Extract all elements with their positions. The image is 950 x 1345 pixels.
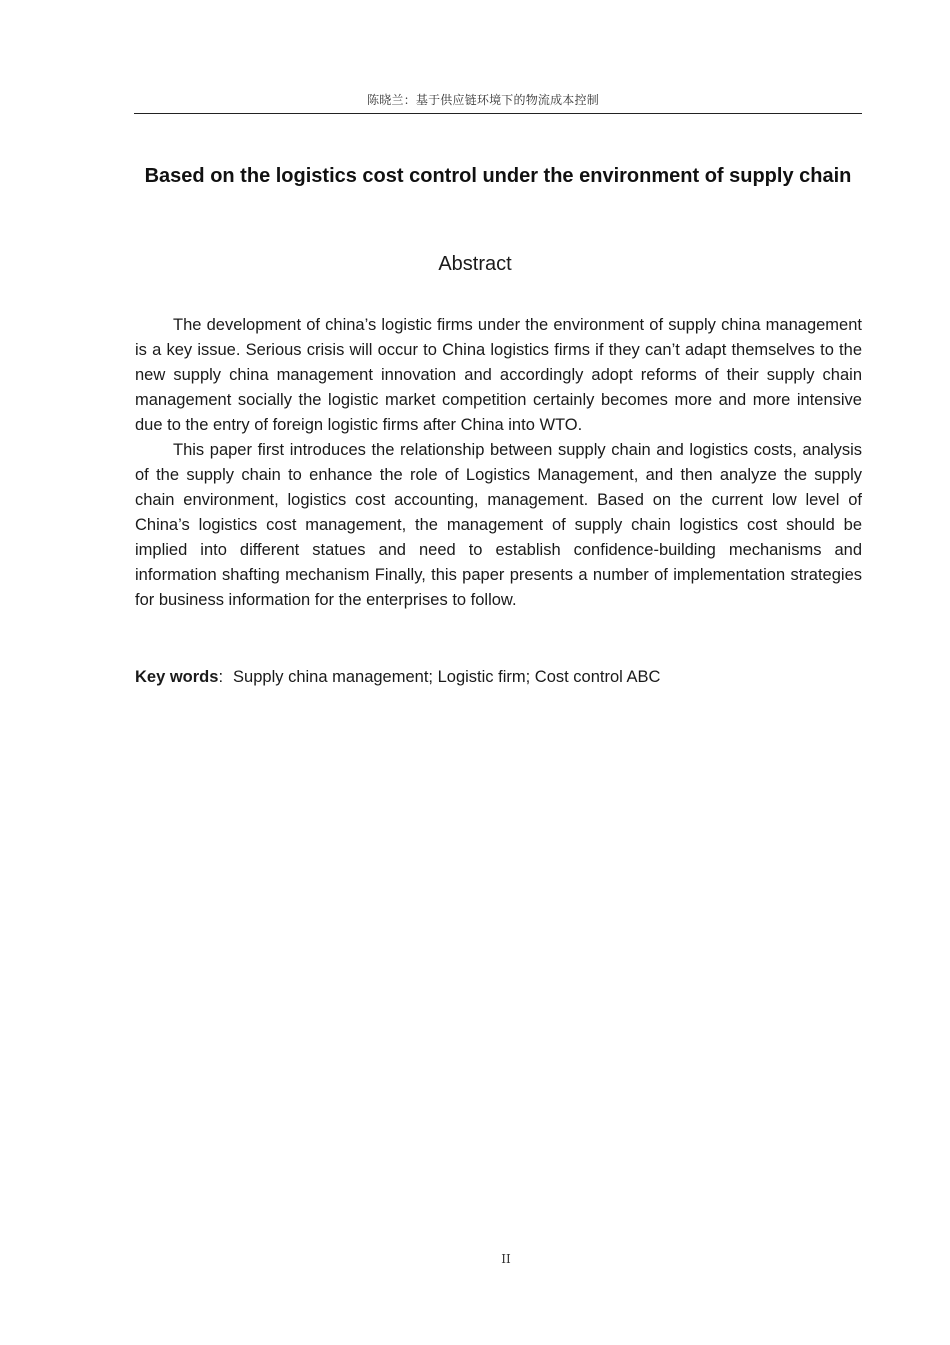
- header-rule: [134, 113, 862, 114]
- keywords-text: Supply china management; Logistic firm; Cost control ABC: [233, 668, 661, 686]
- paper-title: Based on the logistics cost control under the environment of supply chain: [144, 165, 852, 187]
- keywords-line: [135, 665, 862, 690]
- abstract-heading: Abstract: [438, 253, 512, 275]
- abstract-body: [135, 313, 862, 613]
- keywords-label: Key words: [135, 668, 219, 686]
- abstract-paragraph-1: The development of china’s logistic firms under the environment of supply china management is a key issue. Serious crisis will occur to China logistics firms if they can’t adapt themselves to the new supply china management innovation and accordingly adopt reforms of their supply chain management socially the logistic market competition certainly becomes more and more intensive due to the entry of foreign logistic firms after China into WTO.: [135, 316, 862, 434]
- abstract-paragraph-2: This paper first introduces the relationship between supply chain and logistics costs, analysis of the supply chain to enhance the role of Logistics Management, and then analyze the supply chain environment, logistics cost accounting, management. Based on the current low level of China’s logistics cost management, the management of supply chain logistics cost should be implied into different statues and need to establish confidence-building mechanisms and information shafting mechanism Finally, this paper presents a number of implementation strategies for business information for the enterprises to follow.: [135, 441, 862, 609]
- running-header: 陈晓兰：基于供应链环境下的物流成本控制: [367, 93, 599, 107]
- page-number: II: [501, 1252, 511, 1266]
- keywords-separator: :: [218, 668, 224, 686]
